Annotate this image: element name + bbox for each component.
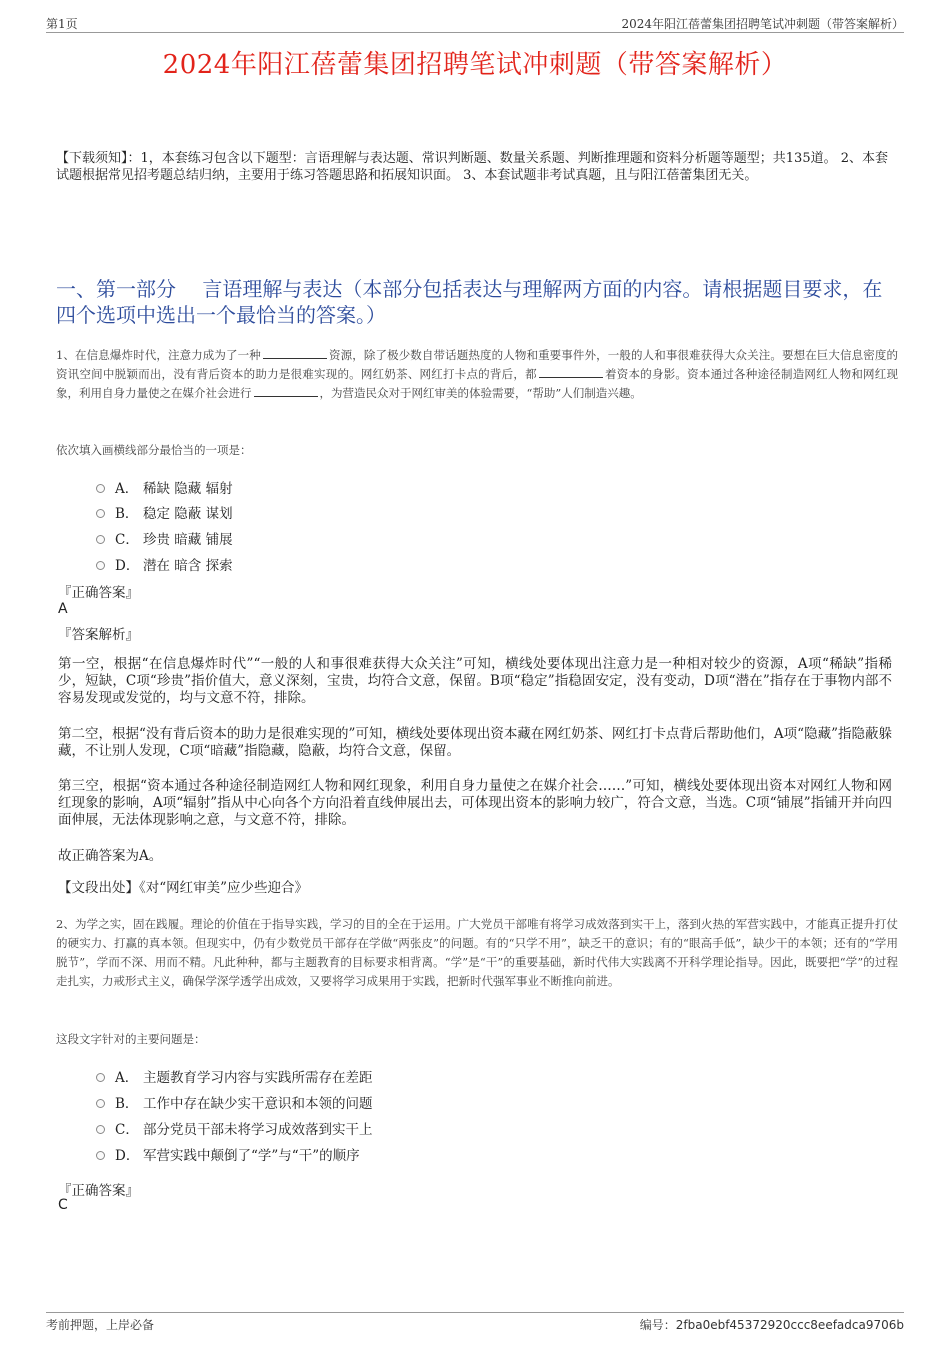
q1-text-part2: 资源，除了极少数自带话题热度的人物和重要事件外，一般的人和事很难获得大众关注。要想在巨大信息密度的资讯空间中脱颖而出，没有背后资本的助力是很难实现的。网红奶茶、网红打卡点的背后，都: [56, 348, 898, 381]
q2-option-d[interactable]: [96, 1144, 360, 1164]
radio-icon[interactable]: [96, 1151, 105, 1160]
radio-icon[interactable]: [96, 561, 105, 570]
document-title: 2024年阳江蓓蕾集团招聘笔试冲刺题（带答案解析）: [162, 50, 788, 80]
page-footer: [46, 1312, 904, 1333]
q2-option-c[interactable]: [96, 1118, 373, 1138]
q1-option-d[interactable]: [96, 554, 233, 574]
option-text: 部分党员干部未将学习成效落到实干上: [143, 1122, 373, 1138]
option-text: 工作中存在缺少实干意识和本领的问题: [143, 1096, 373, 1112]
q2-prompt: 这段文字针对的主要问题是：: [56, 1032, 206, 1046]
code-label: 编号：: [639, 1318, 676, 1332]
radio-icon[interactable]: [96, 1125, 105, 1134]
option-letter: B．: [115, 506, 139, 522]
q1-option-c[interactable]: [96, 528, 233, 548]
option-letter: D．: [115, 1148, 140, 1164]
q1-text-part1: 1、在信息爆炸时代，注意力成为了一种: [56, 348, 261, 362]
q1-option-a[interactable]: [96, 477, 233, 497]
radio-icon[interactable]: [96, 484, 105, 493]
option-letter: C．: [115, 532, 139, 548]
option-letter: C．: [115, 1122, 139, 1138]
code-value: 2fba0ebf45372920ccc8eefadca9706b: [675, 1318, 904, 1332]
option-text: 军营实践中颠倒了“学”与“干”的顺序: [143, 1148, 360, 1164]
option-letter: A．: [115, 481, 139, 497]
q1-text-part3: 着资本的身影。资本通过各种途径制造网红人物和网红现象，利用自身力量使之在媒介社会进行: [56, 367, 899, 400]
q1-analysis-para-3: 第三空，根据“资本通过各种途径制造网红人物和网红现象，利用自身力量使之在媒介社会……”可知，横线处要体现出资本对网红人物和网红现象的影响，A项“辐射”指从中心向各个方向沿着直线伸展出去，可体现出资本的影响力较广，符合文意，当选。C项“铺展”指铺开并向四面伸展，无法体现影响之意，与文意不符，排除。: [58, 778, 892, 828]
q1-answer-label: 『正确答案』: [58, 585, 139, 601]
q1-analysis-para-2: 第二空，根据“没有背后资本的助力是很难实现的”可知，横线处要体现出资本藏在网红奶茶、网红打卡点背后帮助他们，A项“隐藏”指隐蔽躲藏，不让别人发现，C项“暗藏”指隐藏，隐蔽，均符合文意，保留。: [58, 726, 892, 759]
q1-blank-3: [254, 385, 318, 397]
option-letter: A．: [115, 1070, 139, 1086]
q1-source: 【文段出处】《对“网红审美”应少些迎合》: [58, 880, 309, 896]
radio-icon[interactable]: [96, 535, 105, 544]
page-number: 第1页: [46, 17, 78, 31]
radio-icon[interactable]: [96, 1099, 105, 1108]
option-letter: B．: [115, 1096, 139, 1112]
option-text: 稳定 隐蔽 谋划: [143, 506, 233, 522]
option-text: 主题教育学习内容与实践所需存在差距: [143, 1070, 373, 1086]
radio-icon[interactable]: [96, 1073, 105, 1082]
option-text: 潜在 暗含 探索: [143, 558, 233, 574]
download-notice: 【下载须知】：1，本套练习包含以下题型：言语理解与表达题、常识判断题、数量关系题、判断推理题和资料分析题等题型；共135道。 2、本套试题根据常见招考题总结归纳，主要用于练习答题思路和拓展知识面。 3、本套试题非考试真题，且与阳江蓓蕾集团无关。: [56, 151, 888, 183]
q2-answer-value: C: [58, 1197, 68, 1213]
radio-icon[interactable]: [96, 509, 105, 518]
header-doc-title: 2024年阳江蓓蕾集团招聘笔试冲刺题（带答案解析）: [621, 17, 904, 31]
q1-answer-value: A: [58, 601, 68, 617]
q1-analysis-label: 『答案解析』: [58, 627, 139, 643]
q1-blank-1: [263, 347, 327, 359]
q1-analysis-para-1: 第一空，根据“在信息爆炸时代”“一般的人和事很难获得大众关注”可知，横线处要体现出注意力是一种相对较少的资源，A项“稀缺”指稀少，短缺，C项“珍贵”指价值大，意义深刻，宝贵，均符合文意，保留。B项“稳定”指稳固安定，没有变动，D项“潜在”指存在于事物内部不容易发现或发觉的，均与文意不符，排除。: [58, 656, 892, 706]
q1-text-part4: ，为营造民众对于网红审美的体验需要，“帮助”人们制造兴趣。: [319, 386, 642, 400]
q1-option-b[interactable]: [96, 502, 233, 522]
q1-conclusion: 故正确答案为A。: [58, 848, 163, 864]
q1-prompt: 依次填入画横线部分最恰当的一项是：: [56, 443, 252, 457]
option-letter: D．: [115, 558, 140, 574]
question-2-text: 2、为学之实，固在践履。理论的价值在于指导实践，学习的目的全在于运用。广大党员干部唯有将学习成效落到实干上，落到火热的军营实践中，才能真正提升打仗的硬实力、打赢的真本领。但现实中，仍有少数党员干部存在学做“两张皮”的问题。有的“只学不用”，缺乏干的意识；有的“眼高手低”，缺少干的本领；还有的“学用脱节”，学而不深、用而不精。凡此种种，都与主题教育的目标要求相背离。“学”是“干”的重要基础，新时代伟大实践离不开科学理论指导。因此，既要把“学”的过程走扎实，力戒形式主义，确保学深学透学出成效，又要将学习成果用于实践，把新时代强军事业不断推向前进。: [56, 917, 898, 988]
footer-code: [640, 1316, 904, 1333]
q1-blank-2: [539, 366, 603, 378]
section-title: 一、第一部分 言语理解与表达（本部分包括表达与理解两方面的内容。请根据题目要求，在四个选项中选出一个最恰当的答案。）: [56, 277, 883, 327]
option-text: 稀缺 隐藏 辐射: [143, 481, 233, 497]
option-text: 珍贵 暗藏 铺展: [143, 532, 233, 548]
question-1-text: [56, 346, 898, 403]
q2-answer-label: 『正确答案』: [58, 1183, 139, 1199]
q2-option-b[interactable]: [96, 1092, 373, 1112]
page-header: [46, 14, 904, 33]
footer-slogan: 考前押题，上岸必备: [46, 1318, 155, 1332]
q2-option-a[interactable]: [96, 1066, 373, 1086]
